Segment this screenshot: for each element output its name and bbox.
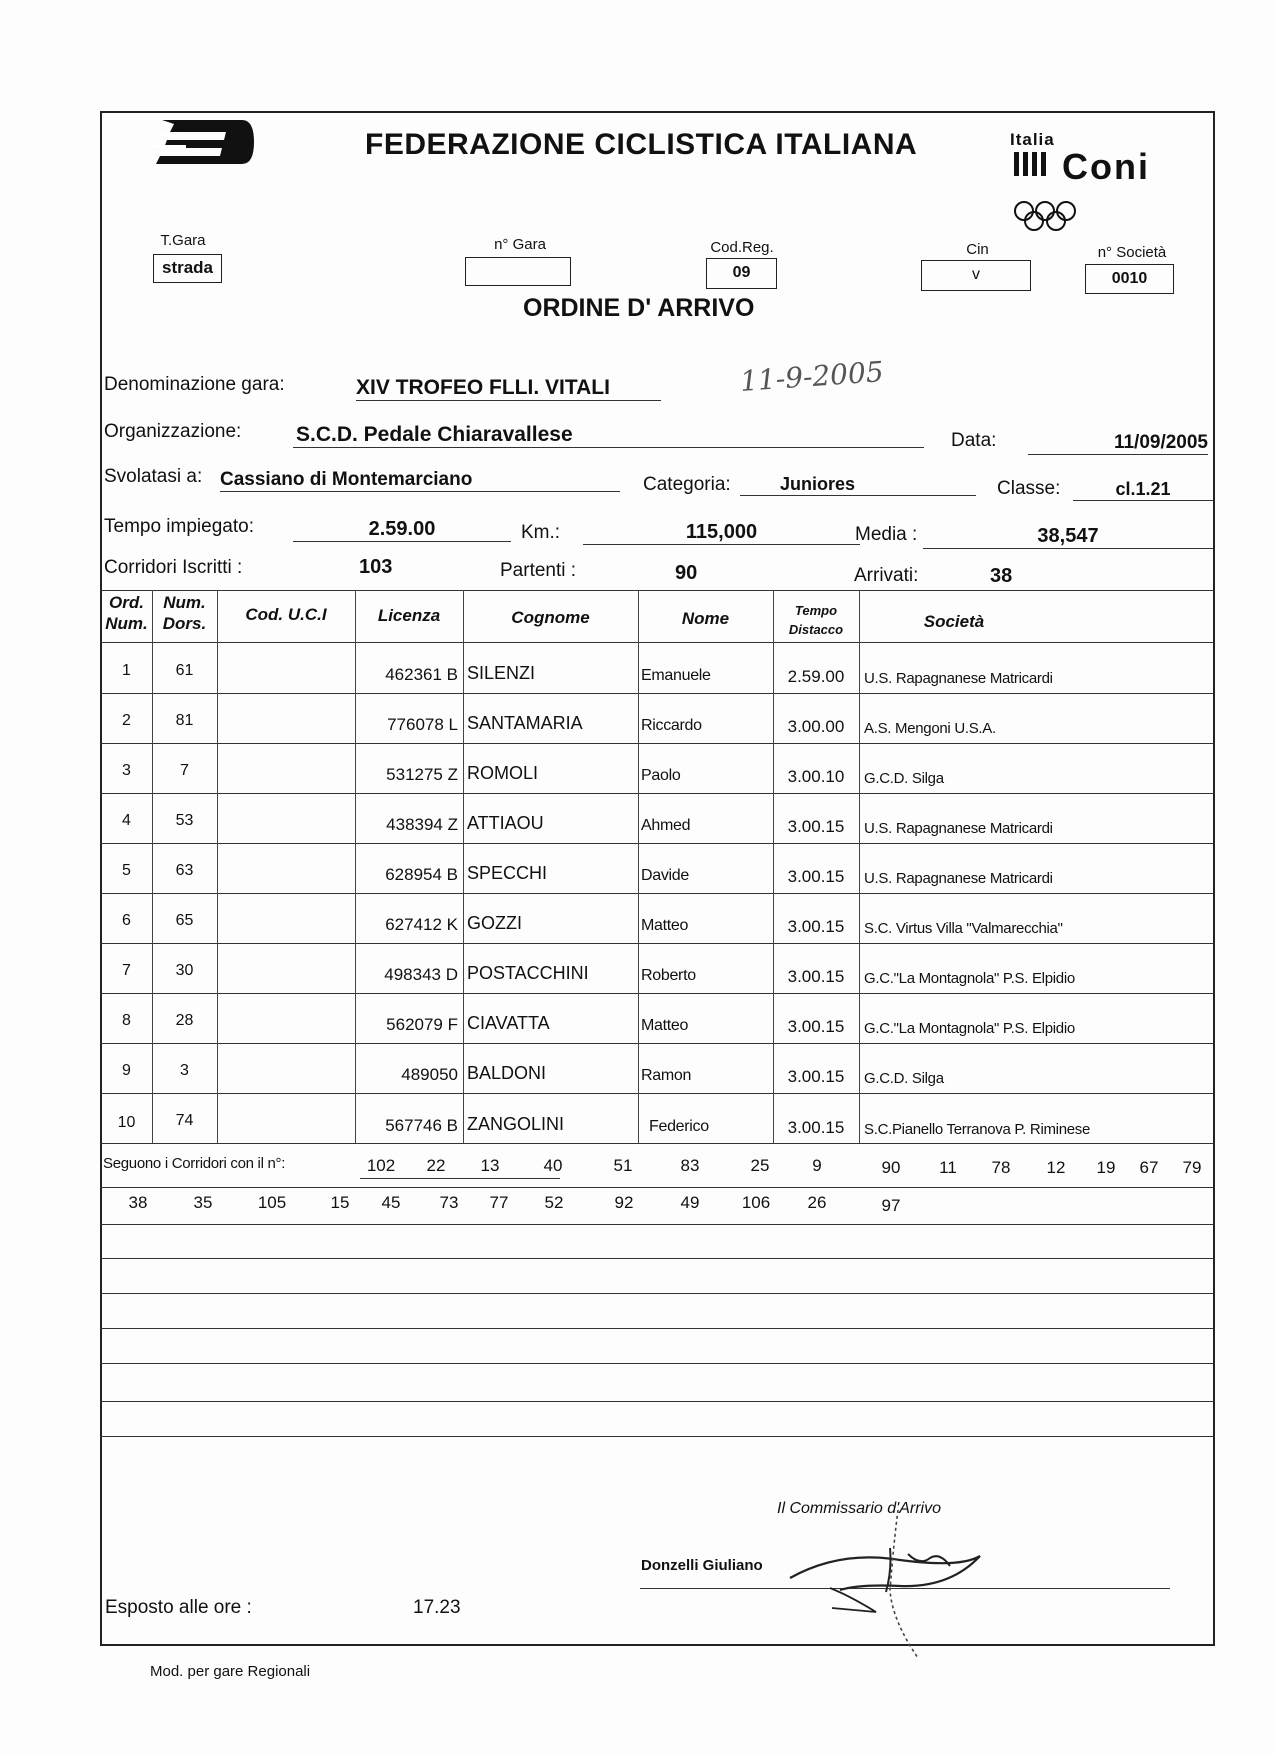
row-dors: 3 (180, 1062, 189, 1079)
follower-number: 22 (426, 1156, 446, 1175)
federation-title: FEDERAZIONE CICLISTICA ITALIANA (365, 128, 918, 161)
classe-label: Classe: (997, 478, 1061, 499)
n-gara-field[interactable] (465, 257, 571, 286)
document-title: ORDINE D' ARRIVO (523, 294, 755, 322)
coni-logo (1010, 130, 1190, 240)
partenti-label: Partenti : (500, 560, 577, 581)
header-uci: Cod. U.C.I (245, 605, 327, 624)
header-licenza: Licenza (377, 606, 441, 625)
follower-number: 49 (680, 1193, 700, 1212)
row-licenza: 498343 D (384, 965, 458, 984)
tempo-field[interactable]: 2.59.00 (293, 518, 511, 542)
partenti-field[interactable]: 90 (675, 562, 698, 584)
row-societa: G.C.D. Silga (864, 770, 944, 787)
row-cognome: GOZZI (467, 913, 522, 933)
row-societa: G.C.D. Silga (864, 1070, 944, 1087)
follower-number: 52 (544, 1193, 564, 1212)
row-tempo: 3.00.10 (787, 767, 845, 786)
row-societa: S.C. Virtus Villa "Valmarecchia" (864, 920, 1063, 937)
cod-reg-label: Cod.Reg. (710, 239, 774, 256)
coni-italia-text: Italia (1010, 130, 1055, 149)
commissario-label: Il Commissario d'Arrivo (777, 1500, 941, 1517)
follower-number: 45 (381, 1193, 401, 1212)
commissario-name: Donzelli Giuliano (641, 1557, 763, 1574)
row-licenza: 438394 Z (386, 815, 458, 834)
cin-label: Cin (966, 241, 989, 258)
row-cognome: ATTIAOU (467, 813, 544, 833)
follower-number: 25 (750, 1156, 770, 1175)
row-tempo: 3.00.15 (787, 917, 845, 936)
row-tempo: 3.00.15 (787, 867, 845, 886)
svolta-field[interactable]: Cassiano di Montemarciano (220, 469, 620, 492)
row-nome: Ramon (641, 1067, 692, 1084)
row-ord: 5 (122, 862, 131, 879)
row-ord: 8 (122, 1012, 131, 1029)
row-societa: G.C."La Montagnola" P.S. Elpidio (864, 1020, 1075, 1037)
organizzazione-field[interactable]: S.C.D. Pedale Chiaravallese (293, 423, 924, 448)
row-nome: Federico (649, 1118, 709, 1135)
row-tempo: 3.00.15 (787, 817, 845, 836)
row-ord: 1 (122, 662, 131, 679)
row-licenza: 776078 L (387, 715, 458, 734)
follower-number: 9 (812, 1156, 822, 1175)
row-dors: 65 (175, 912, 194, 929)
fci-logo-text: F.C.I. (192, 151, 209, 158)
row-licenza: 489050 (401, 1065, 458, 1084)
row-societa: U.S. Rapagnanese Matricardi (864, 670, 1053, 687)
row-dors: 63 (175, 862, 194, 879)
data-label: Data: (951, 430, 997, 451)
followers-label: Seguono i Corridori con il n°: (103, 1155, 286, 1172)
follower-number: 38 (128, 1193, 148, 1212)
row-dors: 30 (175, 962, 194, 979)
row-licenza: 628954 B (385, 865, 458, 884)
row-dors: 53 (175, 812, 194, 829)
row-cognome: BALDONI (467, 1063, 547, 1083)
km-field[interactable]: 115,000 (583, 521, 860, 545)
row-licenza: 531275 Z (386, 765, 458, 784)
follower-number: 26 (807, 1193, 827, 1212)
row-licenza: 627412 K (385, 915, 458, 934)
row-societa: S.C.Pianello Terranova P. Riminese (864, 1121, 1091, 1138)
row-licenza: 462361 B (385, 665, 458, 684)
data-field[interactable]: 11/09/2005 (1028, 432, 1208, 455)
follower-number: 97 (881, 1196, 901, 1215)
row-dors: 81 (175, 712, 194, 729)
denominazione-field[interactable]: XIV TROFEO FLLI. VITALI (356, 376, 661, 401)
n-societa-field[interactable]: 0010 (1085, 264, 1174, 294)
modulo-note: Mod. per gare Regionali (150, 1663, 311, 1680)
row-licenza: 567746 B (385, 1116, 458, 1135)
header-ord: Ord. Num. (105, 593, 148, 633)
follower-number: 79 (1182, 1158, 1202, 1177)
row-dors: 74 (175, 1112, 194, 1129)
row-cognome: SANTAMARIA (467, 713, 583, 733)
row-cognome: ROMOLI (467, 763, 539, 783)
row-ord: 6 (122, 912, 131, 929)
row-licenza: 562079 F (386, 1015, 458, 1034)
follower-number: 51 (613, 1156, 633, 1175)
row-tempo: 3.00.15 (787, 1118, 845, 1137)
follower-number: 40 (543, 1156, 563, 1175)
follower-number: 78 (991, 1158, 1011, 1177)
follower-number: 92 (614, 1193, 634, 1212)
flag-stripes-icon (1012, 150, 1054, 178)
categoria-label: Categoria: (643, 474, 731, 495)
classe-field[interactable]: cl.1.21 (1073, 479, 1213, 501)
cin-field[interactable]: v (921, 260, 1031, 291)
t-gara-label: T.Gara (160, 232, 206, 249)
handwritten-date: 11-9-2005 (739, 355, 885, 398)
row-nome: Ahmed (641, 817, 691, 834)
row-tempo: 3.00.00 (787, 717, 845, 736)
t-gara-field[interactable]: strada (153, 254, 222, 283)
row-tempo: 3.00.15 (787, 967, 845, 986)
row-ord: 9 (122, 1062, 131, 1079)
row-tempo: 3.00.15 (787, 1067, 845, 1086)
row-societa: U.S. Rapagnanese Matricardi (864, 820, 1053, 837)
header-societa: Società (923, 612, 985, 631)
follower-number: 15 (330, 1193, 350, 1212)
fci-logo (150, 118, 256, 166)
olympic-rings-icon (1012, 200, 1078, 232)
row-dors: 28 (175, 1012, 194, 1029)
n-gara-label: n° Gara (494, 236, 546, 253)
denominazione-label: Denominazione gara: (104, 374, 285, 395)
km-label: Km.: (521, 522, 561, 543)
coni-name: Coni (1062, 146, 1150, 187)
follower-number: 83 (680, 1156, 700, 1175)
follower-number: 106 (741, 1193, 771, 1212)
row-ord: 4 (122, 812, 131, 829)
iscritti-label: Corridori Iscritti : (104, 557, 243, 578)
row-societa: A.S. Mengoni U.S.A. (864, 720, 996, 737)
header-cognome: Cognome (511, 608, 590, 627)
esposto-label: Esposto alle ore : (105, 1597, 252, 1618)
follower-number: 11 (939, 1158, 957, 1177)
row-societa: U.S. Rapagnanese Matricardi (864, 870, 1053, 887)
iscritti-field[interactable]: 103 (359, 556, 393, 578)
row-tempo: 2.59.00 (787, 667, 845, 686)
header-nome: Nome (681, 609, 730, 628)
tempo-label: Tempo impiegato: (104, 516, 254, 537)
media-field[interactable]: 38,547 (923, 525, 1213, 549)
follower-number: 13 (480, 1156, 500, 1175)
row-nome: Matteo (641, 1017, 689, 1034)
categoria-field[interactable]: Juniores (740, 474, 976, 496)
row-cognome: POSTACCHINI (467, 963, 589, 983)
row-dors: 61 (175, 662, 194, 679)
organizzazione-label: Organizzazione: (104, 421, 242, 442)
header-tempo: Tempo Distacco (788, 603, 844, 637)
row-ord: 7 (122, 962, 131, 979)
arrivati-label: Arrivati: (854, 565, 919, 586)
follower-number: 77 (489, 1193, 509, 1212)
esposto-value[interactable]: 17.23 (413, 1597, 461, 1618)
row-nome: Roberto (641, 967, 696, 984)
follower-number: 73 (439, 1193, 459, 1212)
follower-number: 102 (366, 1156, 396, 1175)
row-nome: Davide (641, 867, 690, 884)
row-nome: Emanuele (641, 667, 711, 684)
row-cognome: SILENZI (467, 663, 536, 683)
follower-number: 12 (1046, 1158, 1066, 1177)
follower-number: 105 (257, 1193, 287, 1212)
row-nome: Paolo (641, 767, 681, 784)
row-dors: 7 (180, 762, 189, 779)
media-label: Media : (855, 524, 918, 545)
row-nome: Matteo (641, 917, 689, 934)
row-cognome: ZANGOLINI (467, 1114, 565, 1134)
row-cognome: SPECCHI (467, 863, 548, 883)
row-cognome: CIAVATTA (467, 1013, 550, 1033)
row-ord: 10 (117, 1114, 136, 1131)
row-ord: 2 (122, 712, 131, 729)
follower-number: 90 (881, 1158, 901, 1177)
header-dors: Num. Dors. (162, 593, 207, 633)
follower-number: 35 (193, 1193, 213, 1212)
follower-number: 19 (1096, 1158, 1116, 1177)
follower-number: 67 (1139, 1158, 1159, 1177)
n-societa-label: n° Società (1097, 244, 1167, 261)
cod-reg-field[interactable]: 09 (706, 258, 777, 289)
arrivati-field[interactable]: 38 (990, 565, 1013, 587)
row-societa: G.C."La Montagnola" P.S. Elpidio (864, 970, 1075, 987)
signature-icon (780, 1500, 1000, 1660)
row-tempo: 3.00.15 (787, 1017, 845, 1036)
row-nome: Riccardo (641, 717, 702, 734)
row-ord: 3 (122, 762, 131, 779)
svolta-label: Svolatasi a: (104, 466, 203, 487)
